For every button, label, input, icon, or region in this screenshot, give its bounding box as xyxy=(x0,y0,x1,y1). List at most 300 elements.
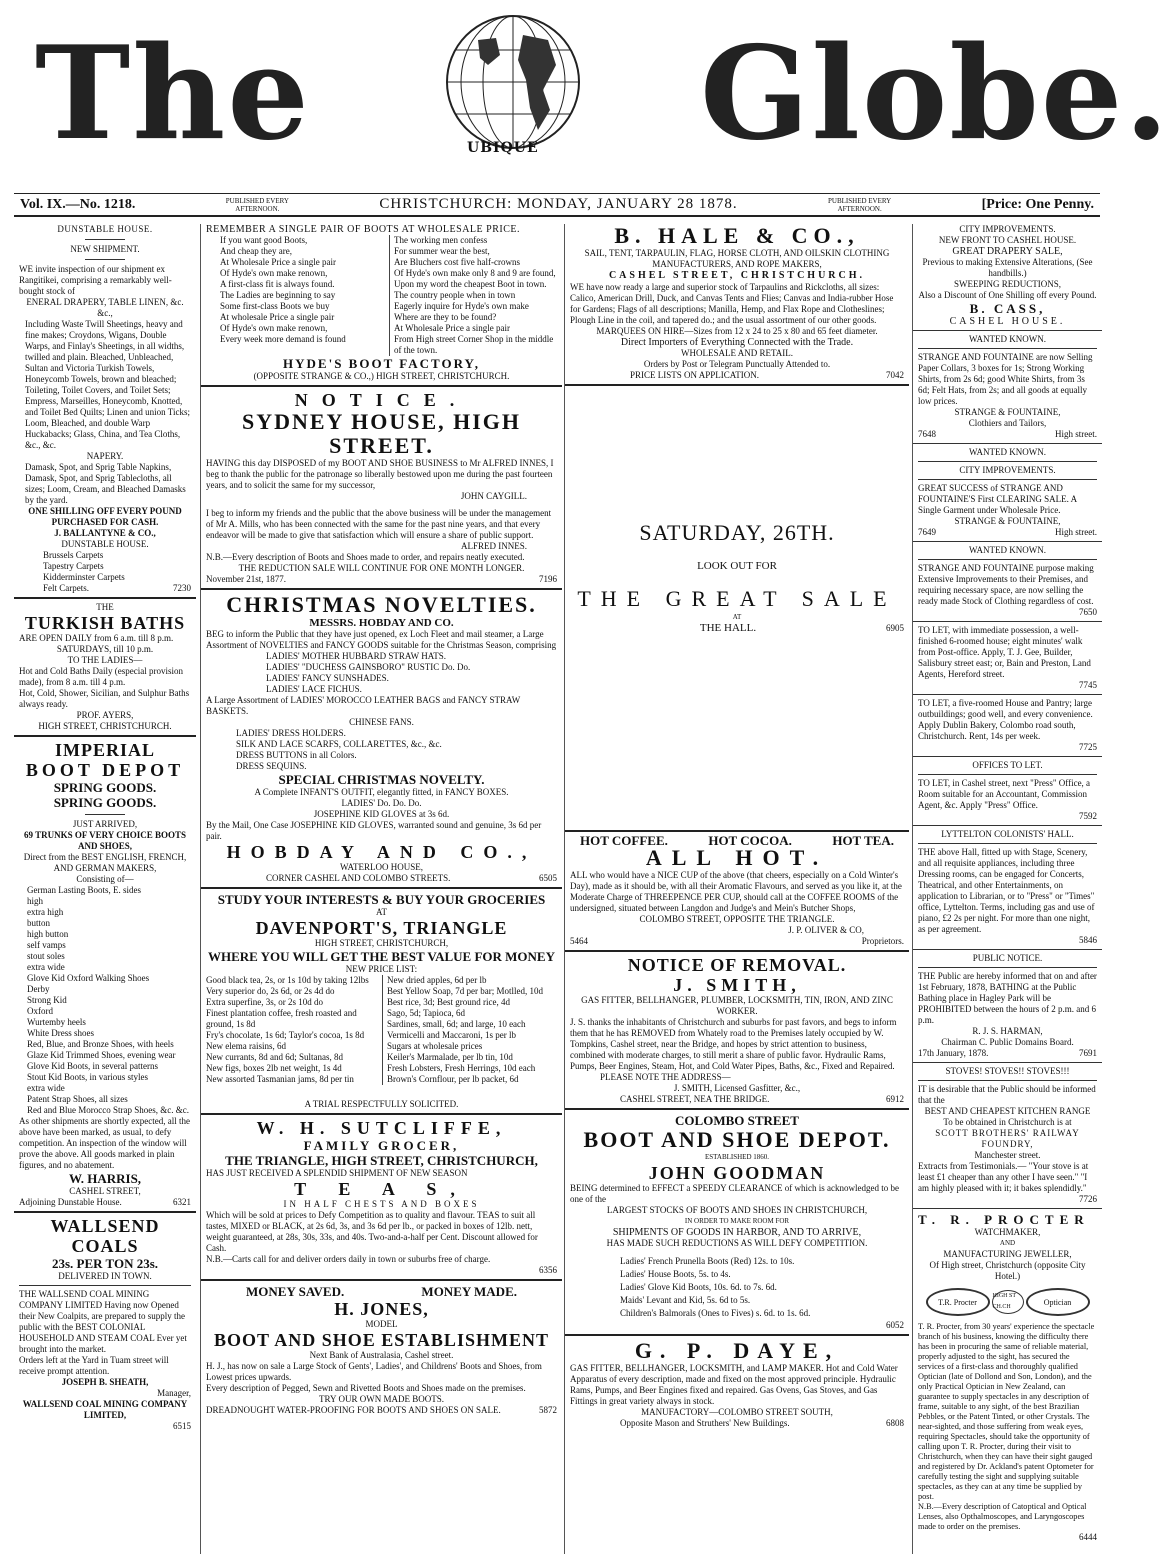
ad-signature: J. P. OLIVER & CO, xyxy=(788,925,864,935)
ad-number: 6912 xyxy=(886,1094,904,1104)
ad-firm: SCOTT BROTHERS' RAILWAY FOUNDRY, xyxy=(935,1128,1080,1149)
ad-body: LARGEST STOCKS OF BOOTS AND SHOES IN CHRISTCHURCH, xyxy=(606,1205,868,1215)
ad-number: 5464 xyxy=(570,936,588,946)
spectacles-bridge: HIGH ST CH.CH xyxy=(992,1290,1024,1314)
ad-number: 7726 xyxy=(1079,1194,1097,1204)
list-item: Oxford xyxy=(27,1006,53,1016)
ad-address: Opposite Mason and Struthers' New Buildings. xyxy=(620,1418,790,1428)
ad-wanted-known-1 xyxy=(913,334,1102,440)
ad-heading: CITY IMPROVEMENTS. xyxy=(959,224,1056,234)
ad-number: 7592 xyxy=(1079,811,1097,821)
list-item: high xyxy=(27,896,44,906)
price-item: Fry's chocolate, 1s 6d; Taylor's cocoa, 1s 8d xyxy=(206,1030,365,1040)
ad-body: A Large Assortment of LADIES' MOROCCO LEATHER BAGS and FANCY STRAW BASKETS. xyxy=(206,695,521,716)
ad-number: 6444 xyxy=(1079,1532,1097,1542)
ad-title: NOTICE OF REMOVAL. xyxy=(627,955,847,975)
ad-subtitle: T E A S, xyxy=(294,1179,469,1199)
list-item: Glaze Kid Trimmed Shoes, evening wear xyxy=(27,1050,176,1060)
ad-body: IT is desirable that the Public should be informed that the xyxy=(918,1084,1096,1105)
verse-line: At wholesale Price a single pair xyxy=(220,312,335,322)
ad-number: 7230 xyxy=(173,583,191,593)
ad-lead: ENERAL DRAPERY, TABLE LINEN, &c. &c., xyxy=(26,297,184,318)
ad-title: DUNSTABLE HOUSE. xyxy=(57,224,153,234)
ad-heading: REMEMBER A SINGLE PAIR OF BOOTS AT WHOLESALE PRICE. xyxy=(206,224,520,235)
ad-subtitle: DELIVERED IN TOWN. xyxy=(58,1271,152,1281)
ad-signature: JOSEPH B. SHEATH, xyxy=(61,1377,149,1387)
ad-body: N.B.—Every description of Boots and Shoes made to order, and repairs neatly executed. xyxy=(206,552,525,562)
ad-imperial-boot-depot xyxy=(14,740,196,1208)
ad-t-r-procter xyxy=(913,1212,1102,1543)
ad-title: B. HALE & CO., xyxy=(614,223,860,248)
ad-body: Orders by Post or Telegram Punctually Attended to. xyxy=(643,359,831,369)
ad-body: JUST ARRIVED, xyxy=(72,819,138,829)
list-item: Stout Kid Boots, in various styles xyxy=(27,1072,149,1082)
ad-title: G. P. DAYE, xyxy=(634,1338,840,1363)
ad-body: Every description of Pegged, Sewn and Rivetted Boots and Shoes made on the premises. xyxy=(206,1383,526,1393)
ad-body: Damask, Spot, and Sprig Table Napkins, Damask, Spot, and Sprig Tablecloths, all sizes; Loom, Cream, and Bleached Damasks by the yard. xyxy=(25,462,186,505)
ad-number: 6905 xyxy=(886,623,904,633)
ad-heading: OFFICES TO LET. xyxy=(972,760,1043,770)
ad-trade: GAS FITTER, BELLHANGER, PLUMBER, LOCKSMITH, TIN, IRON, AND ZINC WORKER. xyxy=(581,995,893,1016)
ad-number: 7725 xyxy=(1079,742,1097,752)
price-item: Sugars at wholesale prices xyxy=(387,1041,483,1051)
column-3 xyxy=(564,224,909,1554)
ad-body: THE WALLSEND COAL MINING COMPANY LIMITED Having now Opened their New Coalpits, are prepared to supply the public with the BEST COLONIAL HOUSEHOLD AND STEAM COAL Ever yet brought into the market. xyxy=(19,1289,187,1354)
spectacles-icon xyxy=(918,1288,1097,1316)
ad-address: High street. xyxy=(1055,527,1097,537)
ad-title: SYDNEY HOUSE, HIGH STREET. xyxy=(241,409,522,458)
ad-body: Which will be sold at prices to Defy Competition as to quality and flavour. TEAS to suit all tastes, MIXED or BLACK, at 2s 6d, 3s, and 3s 6d per lb., or packed in boxes of 12lb. nett, weight guaranteed, at 28s, 30s, 33s, and 40s. Two-and-a-half per Cent. Discount allowed for Cash. xyxy=(206,1210,538,1253)
ad-davenports xyxy=(201,892,562,1110)
ad-body: SWEEPING REDUCTIONS, xyxy=(954,279,1061,289)
ad-signature: HOBDAY AND CO., xyxy=(226,842,537,862)
list-item: SILK AND LACE SCARFS, COLLARETTES, &c., &c. xyxy=(236,739,442,749)
price-item: Best Yellow Soap, 7d per bar; Motlled, 10d xyxy=(387,986,543,996)
list-item: Glove Kid Boots, in several patterns xyxy=(27,1061,158,1071)
ad-number: 7691 xyxy=(1079,1048,1097,1058)
ad-address: Adjoining Dunstable House. xyxy=(19,1197,122,1207)
ad-stoves xyxy=(913,1066,1102,1205)
ad-at: AT xyxy=(732,613,742,621)
list-item: LADIES' LACE FICHUS. xyxy=(266,684,362,694)
ad-heading: HOT COCOA. xyxy=(708,833,792,848)
price-item: Good black tea, 2s, or 1s 10d by taking 12lbs xyxy=(206,975,369,985)
ad-heading: NEW FRONT TO CASHEL HOUSE. xyxy=(938,235,1077,245)
ad-subtitle: WHERE YOU WILL GET THE BEST VALUE FOR MONEY xyxy=(207,949,555,964)
ad-to-let-2 xyxy=(913,698,1102,753)
ad-address: (OPPOSITE STRANGE & CO.,) HIGH STREET, CHRISTCHURCH. xyxy=(253,371,510,381)
ad-body: TO LET, in Cashel street, next "Press" Office, a Room suitable for an Accountant, Commission Agent, &c. Apply "Press" Office. xyxy=(918,778,1091,810)
price-item: Brown's Cornflour, per lb packet, 6d xyxy=(387,1074,519,1084)
published-note-right: PUBLISHED EVERY AFTERNOON. xyxy=(828,196,892,213)
ad-title: CHRISTMAS NOVELTIES. xyxy=(226,592,537,617)
ad-subtitle: CITY IMPROVEMENTS. xyxy=(959,465,1056,475)
ad-body: Hot, Cold, Shower, Sicilian, and Sulphur Baths always ready. xyxy=(19,688,190,709)
ad-body: H. J., has now on sale a Large Stock of Gents', Ladies', and Childrens' Boots and Shoes, from Lowest prices upwards. xyxy=(206,1361,542,1382)
ad-address: CASHEL HOUSE. xyxy=(949,316,1066,327)
ad-number: 6052 xyxy=(886,1320,904,1330)
list-item: Brussels Carpets xyxy=(43,550,104,560)
price-item: Finest plantation coffee, fresh roasted and ground, 1s 8d xyxy=(206,1008,357,1029)
ad-heading: NAPERY. xyxy=(86,451,124,461)
list-item: White Dress shoes xyxy=(27,1028,94,1038)
ad-company: WALLSEND COAL MINING COMPANY LIMITED, xyxy=(22,1399,188,1420)
ad-wanted-known-3 xyxy=(913,545,1102,618)
list-item: stout soles xyxy=(27,951,65,961)
list-item: extra wide xyxy=(27,1083,65,1093)
verse-line: Some first-class Boots we buy xyxy=(220,301,330,311)
list-item: Kidderminster Carpets xyxy=(43,572,125,582)
price-list-left xyxy=(206,975,376,1085)
list-item: Strong Kid xyxy=(27,995,67,1005)
list-item: Wurtemby heels xyxy=(27,1017,86,1027)
masthead xyxy=(0,0,1171,190)
ad-body: J. S. thanks the inhabitants of Christchurch and suburbs for past favors, and begs to inform them that he has REMOVED from Whately road to the Premises lately occupied by W. Tompkins, Cashel street, near the Bridge, and hopes by strict attention to business, combined with moderate charges, to still merit a share of public favor. Hydraulic Rams, Pumps, Beer Engines, Steam, Hot, and Cold Water Pipes, Baths, &c., Fixed and Repaired. xyxy=(570,1017,897,1071)
ad-offices-to-let xyxy=(913,760,1102,822)
ad-body: Hot and Cold Baths Daily (especial provision made), from 8 a.m. till 4 p.m. xyxy=(19,666,183,687)
ad-body: GREAT SUCCESS of STRANGE AND FOUNTAINE'S First CLEARING SALE. A Single Garment under Wholesale Price. xyxy=(918,483,1077,515)
column-2 xyxy=(200,224,562,1554)
list-item: Glove Kid Oxford Walking Shoes xyxy=(27,973,150,983)
ad-address: HIGH STREET, CHRISTCHURCH, xyxy=(314,938,449,948)
ad-heading: LYTTELTON COLONISTS' HALL. xyxy=(941,829,1074,839)
ad-body: BEST AND CHEAPEST KITCHEN RANGE xyxy=(924,1106,1091,1116)
ad-signature: STRANGE & FOUNTAINE, xyxy=(954,516,1061,526)
ad-footer: A TRIAL RESPECTFULLY SOLICITED. xyxy=(304,1099,459,1109)
list-item: Red and Blue Morocco Strap Shoes, &c. &c. xyxy=(27,1105,189,1115)
ad-title: HYDE'S BOOT FACTORY, xyxy=(283,356,480,371)
list-item: Felt Carpets. xyxy=(43,583,89,593)
list-item: Red, Blue, and Bronze Shoes, with heels xyxy=(27,1039,174,1049)
ad-name: J. SMITH, xyxy=(673,975,801,995)
ad-body: By the Mail, One Case JOSEPHINE KID GLOVES, warranted sound and genuine, 3s 6d per pair. xyxy=(206,820,542,841)
ad-wallsend-coals xyxy=(14,1216,196,1432)
list-item: button xyxy=(27,918,51,928)
list-item: Tapestry Carpets xyxy=(43,561,104,571)
ad-title: SATURDAY, 26TH. xyxy=(639,520,835,545)
ad-wanted-known-2 xyxy=(913,447,1102,538)
ad-address: COLOMBO STREET, OPPOSITE THE TRIANGLE. xyxy=(639,914,835,924)
ad-body: Direct Importers of Everything Connected with the Trade. xyxy=(620,337,854,348)
verse-line: And cheap they are, xyxy=(220,246,292,256)
ad-intro: WE invite inspection of our shipment ex Rangitikei, comprising a remarkably well-bought stock of xyxy=(19,264,172,296)
price-item: New figs, boxes 2lb net weight, 1s 4d xyxy=(206,1063,342,1073)
ad-title: BOOT AND SHOE DEPOT. xyxy=(583,1127,891,1152)
ad-turkish-baths xyxy=(14,602,196,732)
ad-h-jones xyxy=(201,1284,562,1416)
ad-heading: WANTED KNOWN. xyxy=(969,447,1046,457)
ad-body: T. R. Procter, from 30 years' experience the spectacle branch of his business, knowing the difficulty there has been in procuring the same of reliable material, properly adjusted to the sight, has secured the services of a first-class and thoroughly qualified Optician (late of Dollond and Son, London), and the only Practical Optician in New Zealand, can guarantee to supply spectacles in any description of frame, suitable to any sight, of the best Brazilian Pebbles, or the Patent Tinted, or other Crystals. The near-sighted, and those suffering from weak eyes, requiring Spectacles, should take the opportunity of calling upon T. R. Procter, during their visit to Christchurch, when they can have their sight gauged and registered by Dr. Ackland's patent Optometer for carefully testing the sight and supplying suitable spectacles, as they can at any time be supplied by post. xyxy=(918,1322,1095,1501)
ad-body: HAS MADE SUCH REDUCTIONS AS WILL DEFY COMPETITION. xyxy=(606,1238,868,1248)
ad-signature: STRANGE & FOUNTAINE, xyxy=(954,407,1061,417)
verse-left xyxy=(220,235,383,356)
ad-body: LADIES' Do. Do. Do. xyxy=(341,798,422,808)
ad-address: CASHEL STREET, NEA THE BRIDGE. xyxy=(620,1094,770,1104)
ad-title: TURKISH BATHS xyxy=(24,613,186,633)
ad-body: THE REDUCTION SALE WILL CONTINUE FOR ONE MONTH LONGER. xyxy=(238,563,525,573)
verse-line: Of Hyde's own make renown, xyxy=(220,323,328,333)
ad-number: 6505 xyxy=(539,873,557,883)
price-item: Keiler's Marmalade, per lb tin, 10d xyxy=(387,1052,513,1062)
ad-body: SHIPMENTS OF GOODS IN HARBOR, AND TO ARRIVE, xyxy=(612,1227,862,1238)
ad-address: THE TRIANGLE, HIGH STREET, CHRISTCHURCH, xyxy=(225,1153,538,1168)
list-item: self vamps xyxy=(27,940,66,950)
ad-title: WALLSEND COALS xyxy=(50,1216,160,1256)
published-note-left: PUBLISHED EVERY AFTERNOON. xyxy=(225,196,289,213)
ad-cashel-house xyxy=(913,224,1102,327)
verse-line: Every week more demand is found xyxy=(220,334,346,344)
globe-icon xyxy=(438,10,588,160)
ad-pretitle: THE xyxy=(96,602,114,612)
ad-subtitle: THE GREAT SALE xyxy=(577,586,897,611)
list-item: DRESS BUTTONS in all Colors. xyxy=(236,750,357,760)
price-item: New assorted Tasmanian jams, 8d per tin xyxy=(206,1074,354,1084)
issue-price: [Price: One Penny. xyxy=(981,196,1094,212)
ad-body: 69 TRUNKS OF VERY CHOICE BOOTS AND SHOES, xyxy=(24,830,186,851)
ad-firm: MESSRS. HOBDAY AND CO. xyxy=(309,617,454,629)
ad-pretitle: COLOMBO STREET xyxy=(675,1113,799,1128)
ad-heading: PUBLIC NOTICE. xyxy=(972,953,1043,963)
ad-title: IMPERIAL xyxy=(54,740,155,760)
ad-offer: ONE SHILLING OFF EVERY POUND PURCHASED FOR CASH. xyxy=(28,506,182,527)
ad-body: HAVING this day DISPOSED of my BOOT AND SHOE BUSINESS to Mr ALFRED INNES, I beg to thank the public for the patronage so liberally bestowed upon me during the past fourteen years, and to solicit the same for my successor, xyxy=(206,458,554,490)
masthead-title-right: Globe. xyxy=(700,19,1171,169)
ad-subtitle: NEW SHIPMENT. xyxy=(70,244,140,254)
ad-body: As other shipments are shortly expected, all the above have been marked, as usual, to defy competition. An inspection of the window will prove the above. All goods marked in plain figures, and no abatement. xyxy=(19,1116,190,1170)
ad-body: N.B.—Every description of Catoptical and Optical Lenses, also Opthalmoscopes, and Laryngoscopes made to order on the premises. xyxy=(918,1502,1087,1531)
ad-signature: J. SMITH, Licensed Gasfitter, &c., xyxy=(673,1083,801,1093)
price-item: New currants, 8d and 6d; Sultanas, 8d xyxy=(206,1052,343,1062)
ad-title: ALL HOT. xyxy=(645,845,829,870)
price-item: Vermicelli and Maccaroni, 1s per lb xyxy=(387,1030,516,1040)
ad-signature: J. BALLANTYNE & CO., xyxy=(54,528,156,538)
ad-title: W. H. SUTCLIFFE, xyxy=(256,1118,507,1138)
ad-body: BEG to inform the Public that they have just opened, ex Loch Fleet and mail steamer, a Large Assortment of NOVELTIES and FANCY GOODS suitable for the Christmas Season, comprising xyxy=(206,629,557,650)
list-item: Derby xyxy=(27,984,50,994)
ad-signature: W. HARRIS, xyxy=(68,1171,142,1186)
ad-est: ESTABLISHED 1860. xyxy=(705,1153,769,1161)
ad-body: Extracts from Testimonials.— "Your stove is at least £1 cheaper than any other I have seen." "I am highly pleased with it; it bakes splendidly." xyxy=(918,1161,1089,1193)
ad-christmas-novelties xyxy=(201,593,562,884)
ad-body: To be obtained in Christchurch is at xyxy=(943,1117,1072,1127)
ad-number: 5872 xyxy=(539,1405,557,1415)
masthead-title-left: The xyxy=(35,19,311,169)
ad-body: ARE OPEN DAILY from 6 a.m. till 8 p.m. xyxy=(19,633,174,643)
ad-title: GREAT DRAPERY SALE, xyxy=(952,246,1063,257)
ad-body: THE HALL. xyxy=(699,622,757,634)
price-item: Children's Balmorals (Ones to Fives) s. 6d. to 1s. 6d. xyxy=(620,1308,811,1318)
ad-subtitle: FAMILY GROCER, xyxy=(303,1138,460,1153)
ad-body: TO LET, with immediate possession, a well-finished 6-roomed house; eight minutes' walk from Post-office. Apply, T. J. Gee, Builder, Salisbury street east; or, Bain and Preston, Land Agents, Hereford street. xyxy=(918,625,1091,679)
ad-price: 23s. PER TON 23s. xyxy=(51,1256,159,1271)
ad-sydney-house xyxy=(201,390,562,585)
ad-name: JOHN GOODMAN xyxy=(648,1163,826,1183)
price-item: Sago, 5d; Tapioca, 6d xyxy=(387,1008,465,1018)
ad-heading: MONEY SAVED. xyxy=(246,1284,345,1299)
ad-subtitle: CHINESE FANS. xyxy=(349,717,414,727)
ad-john-goodman xyxy=(565,1113,909,1331)
novelty-list xyxy=(206,728,557,772)
ad-body: MARQUEES ON HIRE—Sizes from 12 x 24 to 25 x 80 and 65 feet diameter. xyxy=(596,326,878,336)
ad-number: 5846 xyxy=(1079,935,1097,945)
price-item: New elema raisins, 6d xyxy=(206,1041,286,1051)
ad-trade: WATCHMAKER, xyxy=(974,1227,1041,1237)
ad-address: Of High street, Christchurch (opposite City Hotel.) xyxy=(929,1260,1086,1281)
ad-body: STRANGE AND FOUNTAINE purpose making Extensive Improvements to their Premises, and requiring necessary space, are now selling the ready made Stock of Clothing regardless of cost. xyxy=(918,563,1094,606)
ad-body: WE have now ready a large and superior stock of Tarpaulins and Rickcloths, all sizes: Calico, American Drill, Duck, and Canvas Tents and Flies; Canvas and India-rubber Hose for Gardens; Flags of all descriptions; Manilla, Hemp, and Flax Rope and Clotheslines; Plough Line in the coil, and tapered do.; and the usual assortment of our other goods. xyxy=(570,282,894,325)
verse-line: The country people when in town xyxy=(394,290,516,300)
ad-address: WATERLOO HOUSE, xyxy=(340,862,423,872)
ad-body: THE Public are hereby informed that on and after 1st February, 1878, BATHING at the Public Bathing place in Hagley Park will be PROHIBITED between the hours of 2 p.m. and 6 p.m. xyxy=(918,971,1097,1025)
volume-number: Vol. IX.—No. 1218. xyxy=(20,196,136,212)
verse-line: Upon my word the cheapest Boot in town. xyxy=(394,279,547,289)
ad-role: Manager, xyxy=(157,1388,191,1398)
ad-to-let-1 xyxy=(913,625,1102,691)
verse-line: Of Hyde's own make renown, xyxy=(220,268,328,278)
price-item: Sardines, small, 6d; and large, 10 each xyxy=(387,1019,526,1029)
ad-body: Previous to making Extensive Alterations, (See handbills.) xyxy=(922,257,1093,278)
ad-hyde-boot-factory xyxy=(201,224,562,382)
ad-body: A Complete INFANT'S OUTFIT, elegantly fitted, in FANCY BOXES. xyxy=(254,787,509,797)
ad-body: ALL who would have a NICE CUP of the above (that cheers, especially on a Cold Winter's Day), made as it should be, with all their Aromatic Flavours, and served as you like it, at the Moderate Charge of THREEPENCE PER CUP, should call at the COFFEE ROOMS of the undersigned, situated between Langdon and Judge's and Mein's Butcher Shops, xyxy=(570,870,902,913)
ad-subtitle: SPRING GOODS. xyxy=(53,795,157,810)
ad-b-hale xyxy=(565,224,909,381)
ad-at: AT xyxy=(376,907,387,917)
ad-number: 7649 xyxy=(918,527,936,537)
list-item: high button xyxy=(27,929,69,939)
ad-signature: B. CASS, xyxy=(969,301,1046,316)
list-item: German Lasting Boots, E. sides xyxy=(27,885,141,895)
ad-body: WHOLESALE AND RETAIL. xyxy=(680,348,793,358)
list-item: LADIES' MOTHER HUBBARD STRAW HATS. xyxy=(266,651,446,661)
ad-dunstable-house xyxy=(14,224,196,594)
ad-heading: HOT COFFEE. xyxy=(580,833,668,848)
ad-subtitle: JOSEPHINE KID GLOVES at 3s 6d. xyxy=(313,809,450,819)
ad-public-notice xyxy=(913,953,1102,1059)
ad-address: High street. xyxy=(1055,429,1097,439)
ad-role: Chairman C. Public Domains Board. xyxy=(941,1037,1074,1047)
ad-body: N.B.—Carts call for and deliver orders daily in town or suburbs free of charge. xyxy=(206,1254,491,1264)
ad-subtitle: NEW PRICE LIST: xyxy=(345,964,418,974)
ad-body: PLEASE NOTE THE ADDRESS— xyxy=(600,1072,731,1082)
price-item: Very superior do, 2s 6d, or 2s 4d do xyxy=(206,986,335,996)
ad-address: DUNSTABLE HOUSE. xyxy=(61,539,149,549)
ad-date: November 21st, 1877. xyxy=(206,574,286,584)
ad-number: 6808 xyxy=(886,1418,904,1428)
ad-body: LOOK OUT FOR xyxy=(697,560,777,572)
ad-body: DREADNOUGHT WATER-PROOFING FOR BOOTS AND SHOES ON SALE. xyxy=(206,1405,501,1415)
ad-body: Also a Discount of One Shilling off every Pound. xyxy=(918,290,1097,300)
ad-body: Including Waste Twill Sheetings, heavy and fine makes; Croydons, Wigans, Double Warps, and Finlay's Sheetings, in all widths, twilled and plain. Bleached, Unbleached, Sultan and Victoria Turkish Towels, Honeycomb Towels, brown and bleached; Toileting, Toilet Covers, and Toilet Sets; Empress, Marseilles, Honeycomb, Knotted, and Toilet Bed Quilts; Linen and union Ticks; Loom, Bleached, and double Warp Huckabacks; Glass, China, and Tea Cloths, &c., &c. xyxy=(25,319,190,450)
ad-body: HAS JUST RECEIVED A SPLENDID SHIPMENT OF NEW SEASON xyxy=(206,1168,468,1178)
ad-signature: ALFRED INNES. xyxy=(460,541,527,551)
ad-body: SATURDAYS, till 10 p.m. xyxy=(56,644,154,654)
list-item: extra high xyxy=(27,907,64,917)
dateline xyxy=(14,193,1100,217)
ad-role: Proprietors. xyxy=(861,936,904,946)
ad-trade: SAIL, TENT, TARPAULIN, FLAG, HORSE CLOTH, AND OILSKIN CLOTHING MANUFACTURERS, AND ROPE MAKERS, xyxy=(584,248,890,269)
ad-number: 7196 xyxy=(539,574,557,584)
list-item: extra wide xyxy=(27,962,65,972)
novelty-list xyxy=(206,651,557,695)
ad-address: Manchester street. xyxy=(974,1150,1041,1160)
ad-signature: R. J. S. HARMAN, xyxy=(972,1026,1043,1036)
issue-date: CHRISTCHURCH: MONDAY, JANUARY 28 1878. xyxy=(379,196,738,212)
ad-body: Consisting of— xyxy=(76,874,134,884)
ad-number: 7650 xyxy=(1079,607,1097,617)
ad-address: CASHEL STREET, CHRISTCHURCH. xyxy=(608,270,866,281)
ad-body: GAS FITTER, BELLHANGER, LOCKSMITH, and LAMP MAKER. Hot and Cold Water Apparatus of every description, made and fixed on the most approved principle. Hydraulic Rams, Pumps, and Beer Engines fixed and repaired. Gas Ovens, Gas Stoves, and Gas Fittings in great variety always in stock. xyxy=(570,1363,898,1406)
list-item: LADIES' DRESS HOLDERS. xyxy=(236,728,346,738)
ad-body: IN ORDER TO MAKE ROOM FOR xyxy=(684,1217,790,1225)
ad-number: 7648 xyxy=(918,429,936,439)
ad-address: Next Bank of Australasia, Cashel street. xyxy=(309,1350,454,1360)
price-item: Extra superfine, 3s, or 2s 10d do xyxy=(206,997,323,1007)
price-item: Ladies' French Prunella Boots (Red) 12s. to 10s. xyxy=(620,1256,795,1266)
ad-sutcliffe xyxy=(201,1118,562,1276)
list-item: DRESS SEQUINS. xyxy=(236,761,307,771)
ad-body: Direct from the BEST ENGLISH, FRENCH, AND GERMAN MAKERS, xyxy=(23,852,187,873)
ad-title: T. R. PROCTER xyxy=(918,1212,1090,1227)
verse-line: If you want good Boots, xyxy=(220,235,308,245)
verse-line: From High street Corner Shop in the middle of the town. xyxy=(394,334,554,355)
ad-body: Orders left at the Yard in Tuam street will receive prompt attention. xyxy=(19,1355,169,1376)
ad-heading: WANTED KNOWN. xyxy=(969,334,1046,344)
ad-great-sale xyxy=(565,389,909,827)
ad-number: 6515 xyxy=(173,1421,191,1431)
ad-title: H. JONES, xyxy=(334,1299,429,1319)
verse-line: Where are they to be found? xyxy=(394,312,497,322)
list-item: Patent Strap Shoes, all sizes xyxy=(27,1094,128,1104)
ad-body: TO LET, a five-roomed House and Pantry; large outbuildings; good well, and every convenience. Apply Dublin Bakery, Colombo road south, Christchurch. Rent, 14s per week. xyxy=(918,698,1093,741)
ad-address: CASHEL STREET, xyxy=(69,1186,141,1196)
ad-subtitle: MODEL xyxy=(365,1319,398,1329)
ad-number: 6356 xyxy=(539,1265,557,1275)
ad-and: AND xyxy=(999,1239,1016,1247)
ad-heading: NOTICE. xyxy=(294,390,469,410)
ad-body: THE above Hall, fitted up with Stage, Scenery, and all requisite appliances, including three Dressing rooms, can be engaged for Concerts, Theatrical, and other Entertainments, on application to Librarian, or to "Press" or "Times" office, Lyttelton. Terms, including gas and use of piano, £2 2s per night. For more than one night, as per agreement. xyxy=(918,847,1095,934)
ad-number: 7042 xyxy=(886,370,904,380)
ad-signature: JOHN CAYGILL. xyxy=(460,491,527,501)
ad-date: 17th January, 1878. xyxy=(918,1048,989,1058)
price-item: Fresh Lobsters, Fresh Herrings, 10d each xyxy=(387,1063,536,1073)
verse-line: At Wholesale Price a single pair xyxy=(220,257,337,267)
ad-address: MANUFACTORY—COLOMBO STREET SOUTH, xyxy=(641,1407,833,1417)
ad-subtitle: BOOT AND SHOE ESTABLISHMENT xyxy=(214,1330,549,1350)
ad-title: DAVENPORT'S, TRIANGLE xyxy=(255,918,508,938)
verse-right xyxy=(389,235,557,356)
ad-body: BEING determined to EFFECT a SPEEDY CLEARANCE of which is acknowledged to be one of the xyxy=(570,1183,899,1204)
ad-trade: MANUFACTURING JEWELLER, xyxy=(943,1249,1072,1259)
verse-line: Are Bluchers cost five half-crowns xyxy=(394,257,520,267)
verse-line: Eagerly inquire for Hyde's own make xyxy=(394,301,529,311)
list-item: LADIES' "DUCHESS GAINSBORO" RUSTIC Do. Do. xyxy=(266,662,471,672)
ad-body: STRANGE AND FOUNTAINE are now Selling Paper Collars, 3 boxes for 1s; Strong Working Shirts, from 2s 6d; good White Shirts, from 3s 6d; Felt Hats, from 2s; and all goods at equally low prices. xyxy=(918,352,1093,406)
ad-subtitle: SPECIAL CHRISTMAS NOVELTY. xyxy=(278,772,485,787)
ad-all-hot xyxy=(565,835,909,947)
ad-title: BOOT DEPOT xyxy=(25,760,185,780)
price-list-right xyxy=(382,975,557,1085)
ad-g-p-daye xyxy=(565,1339,909,1429)
verse-line: The Ladies are beginning to say xyxy=(220,290,336,300)
ad-heading: WANTED KNOWN. xyxy=(969,545,1046,555)
price-item: Maids' Levant and Kid, 5s. 6d to 5s. xyxy=(620,1295,751,1305)
ad-heading: STOVES! STOVES!! STOVES!!! xyxy=(945,1066,1070,1076)
verse-line: For summer wear the best, xyxy=(394,246,490,256)
ad-j-smith xyxy=(565,955,909,1105)
ad-heading: HOT TEA. xyxy=(832,833,894,848)
verse-line: At Wholesale Price a single pair xyxy=(394,323,511,333)
